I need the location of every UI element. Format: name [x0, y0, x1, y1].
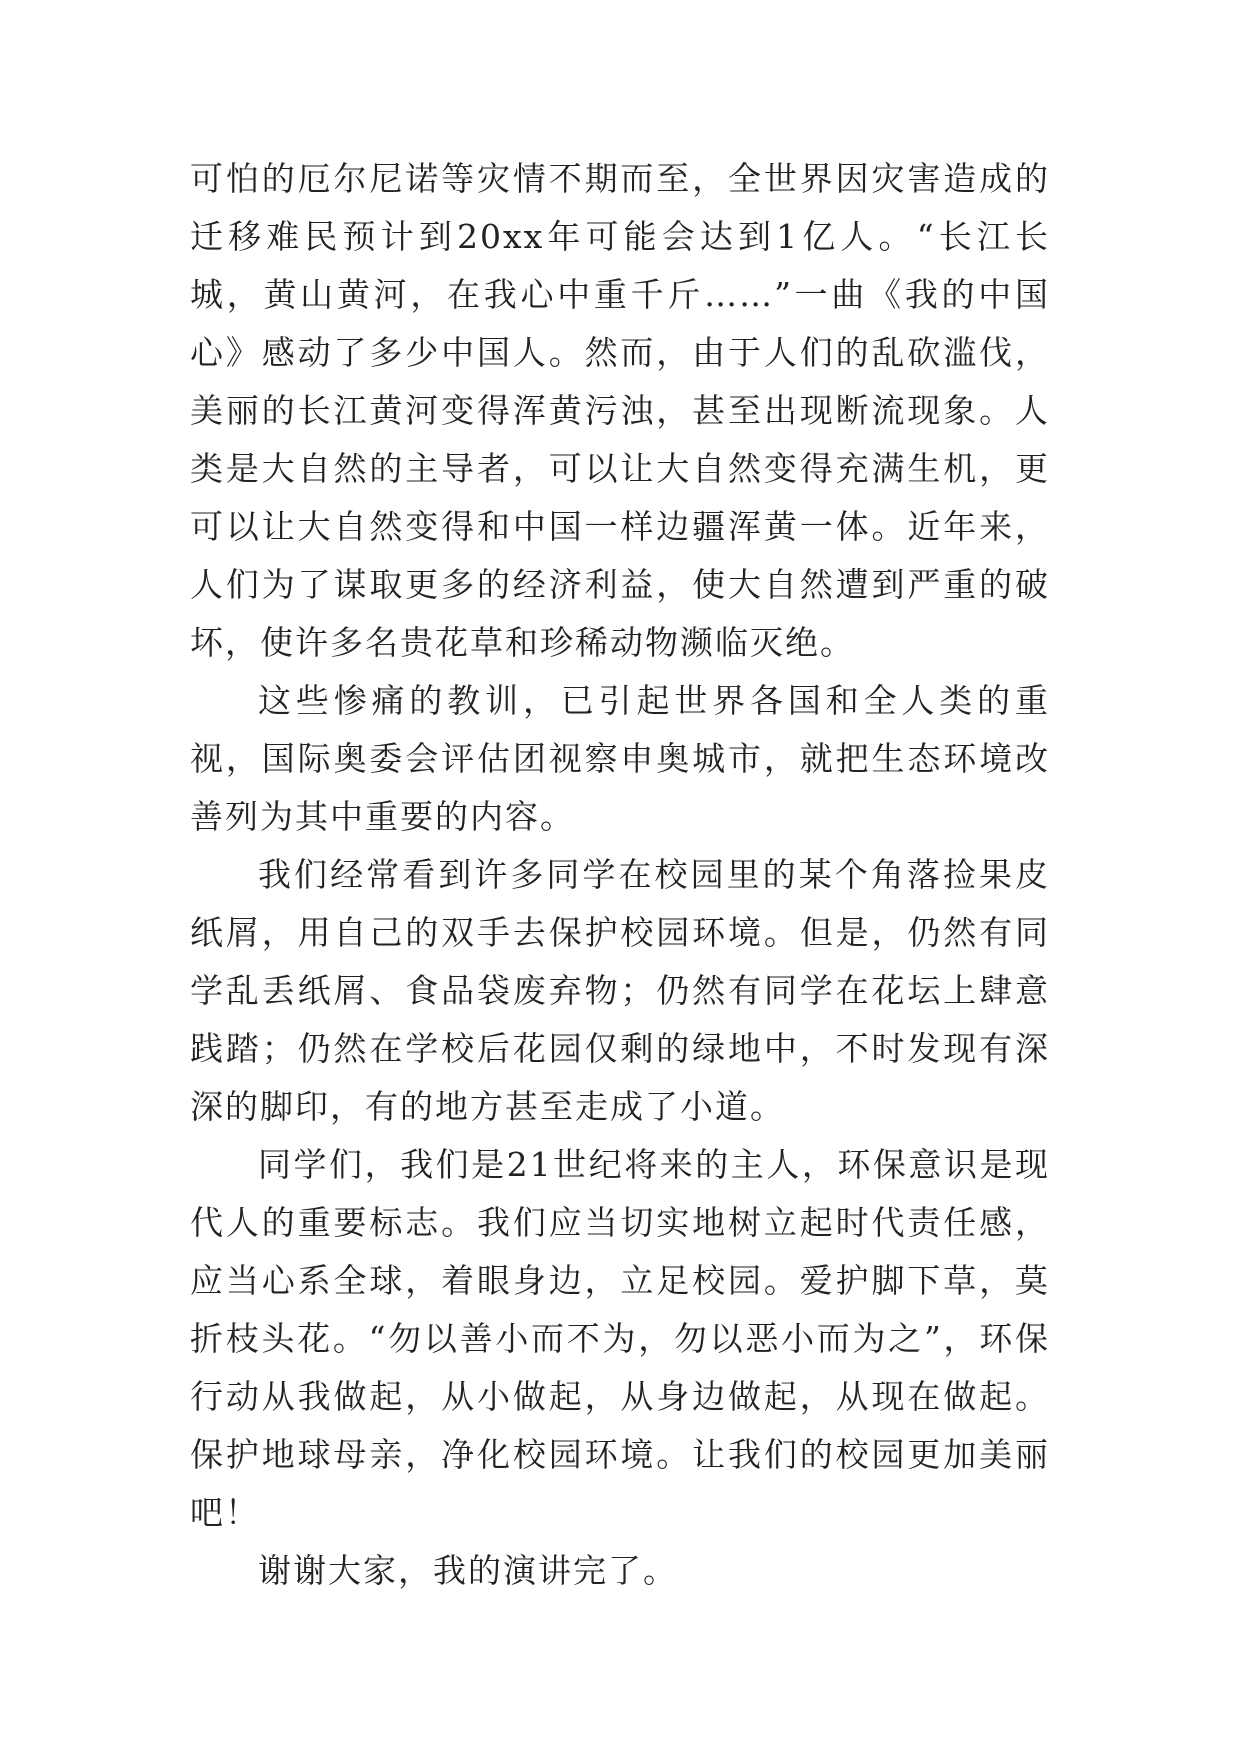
paragraph-call-to-action: 同学们，我们是21世纪将来的主人，环保意识是现代人的重要标志。我们应当切实地树立起时代责任感，应当心系全球，着眼身边，立足校园。爱护脚下草，莫折枝头花。“勿以善小而不为，勿以恶小而为之”，环保行动从我做起，从小做起，从身边做起，从现在做起。保护地球母亲，净化校园环境。让我们的校园更加美丽吧！ [190, 1145, 1050, 1532]
paragraph-lessons: 这些惨痛的教训，已引起世界各国和全人类的重视，国际奥委会评估团视察申奥城市，就把生态环境改善列为其中重要的内容。 [190, 681, 1050, 836]
paragraph-continuation: 可怕的厄尔尼诺等灾情不期而至，全世界因灾害造成的迁移难民预计到20xx年可能会达到1亿人。“长江长城，黄山黄河，在我心中重千斤……”一曲《我的中国心》感动了多少中国人。然而，由于人们的乱砍滥伐，美丽的长江黄河变得浑黄污浊，甚至出现断流现象。人类是大自然的主导者，可以让大自然变得充满生机，更可以让大自然变得和中国一样边疆浑黄一体。近年来，人们为了谋取更多的经济利益，使大自然遭到严重的破坏，使许多名贵花草和珍稀动物濒临灭绝。 [190, 159, 1050, 662]
document-body [190, 150, 1050, 1600]
paragraph-closing: 谢谢大家，我的演讲完了。 [258, 1551, 678, 1590]
paragraph-campus: 我们经常看到许多同学在校园里的某个角落捡果皮纸屑，用自己的双手去保护校园环境。但是，仍然有同学乱丢纸屑、食品袋废弃物；仍然有同学在花坛上肆意践踏；仍然在学校后花园仅剩的绿地中，不时发现有深深的脚印，有的地方甚至走成了小道。 [190, 855, 1050, 1126]
